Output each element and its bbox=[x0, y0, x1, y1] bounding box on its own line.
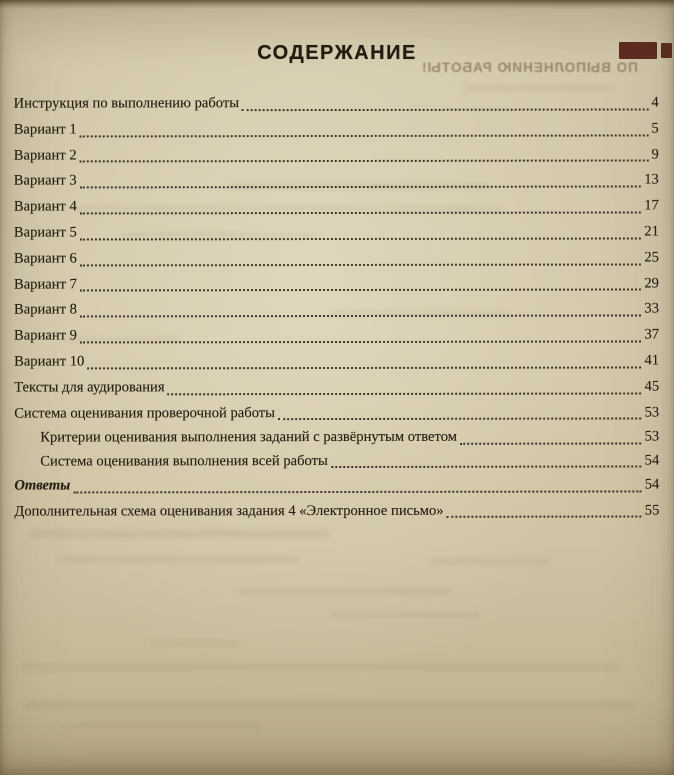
toc-entry-page: 21 bbox=[644, 223, 659, 240]
dot-leader bbox=[80, 168, 642, 189]
toc-entry-label: Тексты для аудирования bbox=[14, 379, 165, 396]
toc-entry-label: Вариант 7 bbox=[13, 276, 77, 293]
dot-leader bbox=[73, 472, 641, 493]
toc-entry-page: 9 bbox=[651, 146, 659, 163]
toc-entry bbox=[14, 426, 659, 450]
dot-leader bbox=[447, 498, 642, 518]
toc-entry bbox=[14, 297, 659, 324]
dot-leader bbox=[80, 245, 642, 266]
toc-entry-label: Вариант 4 bbox=[13, 198, 77, 215]
table-of-contents bbox=[14, 90, 660, 524]
toc-entry bbox=[14, 400, 659, 427]
toc-entry-label: Вариант 2 bbox=[13, 147, 77, 164]
dot-leader bbox=[87, 348, 641, 369]
toc-entry bbox=[14, 323, 659, 350]
dot-leader bbox=[278, 400, 642, 420]
toc-entry-label: Вариант 9 bbox=[14, 327, 77, 344]
toc-entry bbox=[14, 219, 659, 246]
toc-entry bbox=[14, 168, 659, 195]
dot-leader bbox=[80, 323, 642, 344]
toc-entry bbox=[14, 348, 659, 375]
toc-entry-page: 54 bbox=[644, 476, 660, 493]
toc-entry-page: 5 bbox=[651, 120, 659, 137]
toc-entry-page: 33 bbox=[644, 300, 660, 317]
bleed-through-smudge bbox=[25, 700, 635, 709]
toc-entry-label: Система оценивания проверочной работы bbox=[14, 404, 275, 422]
toc-entry-page: 53 bbox=[644, 403, 660, 421]
bleed-through-smudge bbox=[60, 723, 260, 729]
bleed-through-smudge bbox=[430, 558, 550, 565]
dot-leader bbox=[80, 297, 642, 318]
toc-entry bbox=[14, 116, 659, 143]
toc-entry bbox=[14, 271, 659, 298]
bleed-through-smudge bbox=[20, 663, 620, 671]
toc-entry bbox=[14, 374, 659, 401]
bleed-through-smudge bbox=[150, 640, 240, 646]
toc-entry-page: 54 bbox=[644, 451, 660, 469]
toc-entry-label: Система оценивания выполнения всей работы bbox=[40, 452, 328, 470]
bleed-through-smudge bbox=[330, 612, 480, 618]
dot-leader bbox=[331, 449, 642, 468]
toc-entry bbox=[14, 498, 659, 525]
toc-entry bbox=[14, 90, 659, 117]
dot-leader bbox=[80, 116, 649, 137]
bleed-through-smudge bbox=[240, 588, 450, 595]
toc-entry-page: 25 bbox=[644, 249, 659, 266]
toc-entry bbox=[14, 449, 659, 473]
dot-leader bbox=[80, 271, 642, 292]
toc-entry bbox=[14, 472, 659, 499]
red-stamp-mark bbox=[619, 42, 657, 59]
toc-entry-page: 45 bbox=[644, 378, 660, 395]
dot-leader bbox=[168, 374, 642, 395]
toc-entry-page: 4 bbox=[651, 94, 659, 111]
dot-leader bbox=[80, 142, 649, 163]
toc-entry-page: 13 bbox=[644, 171, 659, 188]
bleed-through-smudge bbox=[30, 530, 330, 538]
toc-entry-label: Критерии оценивания выполнения заданий с развёрнутым ответом bbox=[40, 429, 457, 446]
toc-entry-page: 55 bbox=[644, 501, 660, 518]
toc-entry-label: Инструкция по выполнению работы bbox=[13, 95, 240, 112]
toc-entry-label: Вариант 1 bbox=[13, 121, 77, 138]
toc-entry-label: Ответы bbox=[14, 477, 71, 494]
toc-entry-label: Вариант 6 bbox=[13, 250, 77, 267]
dot-leader bbox=[242, 90, 648, 111]
toc-entry-page: 41 bbox=[644, 352, 660, 369]
red-stamp-mark-small bbox=[661, 43, 672, 58]
dot-leader bbox=[460, 426, 642, 445]
toc-entry bbox=[14, 142, 659, 169]
toc-entry-page: 29 bbox=[644, 275, 659, 292]
toc-entry-page: 53 bbox=[644, 428, 660, 445]
toc-entry-label: Вариант 10 bbox=[14, 353, 85, 370]
bleed-through-mirrored-text: ПО ВЫПОЛНЕНИЮ РАБОТЫ! bbox=[421, 60, 638, 75]
toc-entry-label: Вариант 8 bbox=[13, 301, 77, 318]
toc-entry bbox=[14, 245, 659, 272]
toc-entry bbox=[14, 194, 659, 221]
toc-entry-label: Вариант 5 bbox=[13, 224, 77, 241]
dot-leader bbox=[80, 219, 642, 240]
page-title: СОДЕРЖАНИЕ bbox=[257, 42, 417, 64]
toc-entry-page: 37 bbox=[644, 326, 660, 343]
bleed-through-smudge bbox=[60, 556, 300, 563]
toc-entry-page: 17 bbox=[644, 197, 659, 214]
toc-entry-label: Вариант 3 bbox=[13, 172, 77, 189]
toc-entry-label: Дополнительная схема оценивания задания 4 «Электронное письмо» bbox=[14, 502, 444, 520]
dot-leader bbox=[80, 194, 642, 215]
